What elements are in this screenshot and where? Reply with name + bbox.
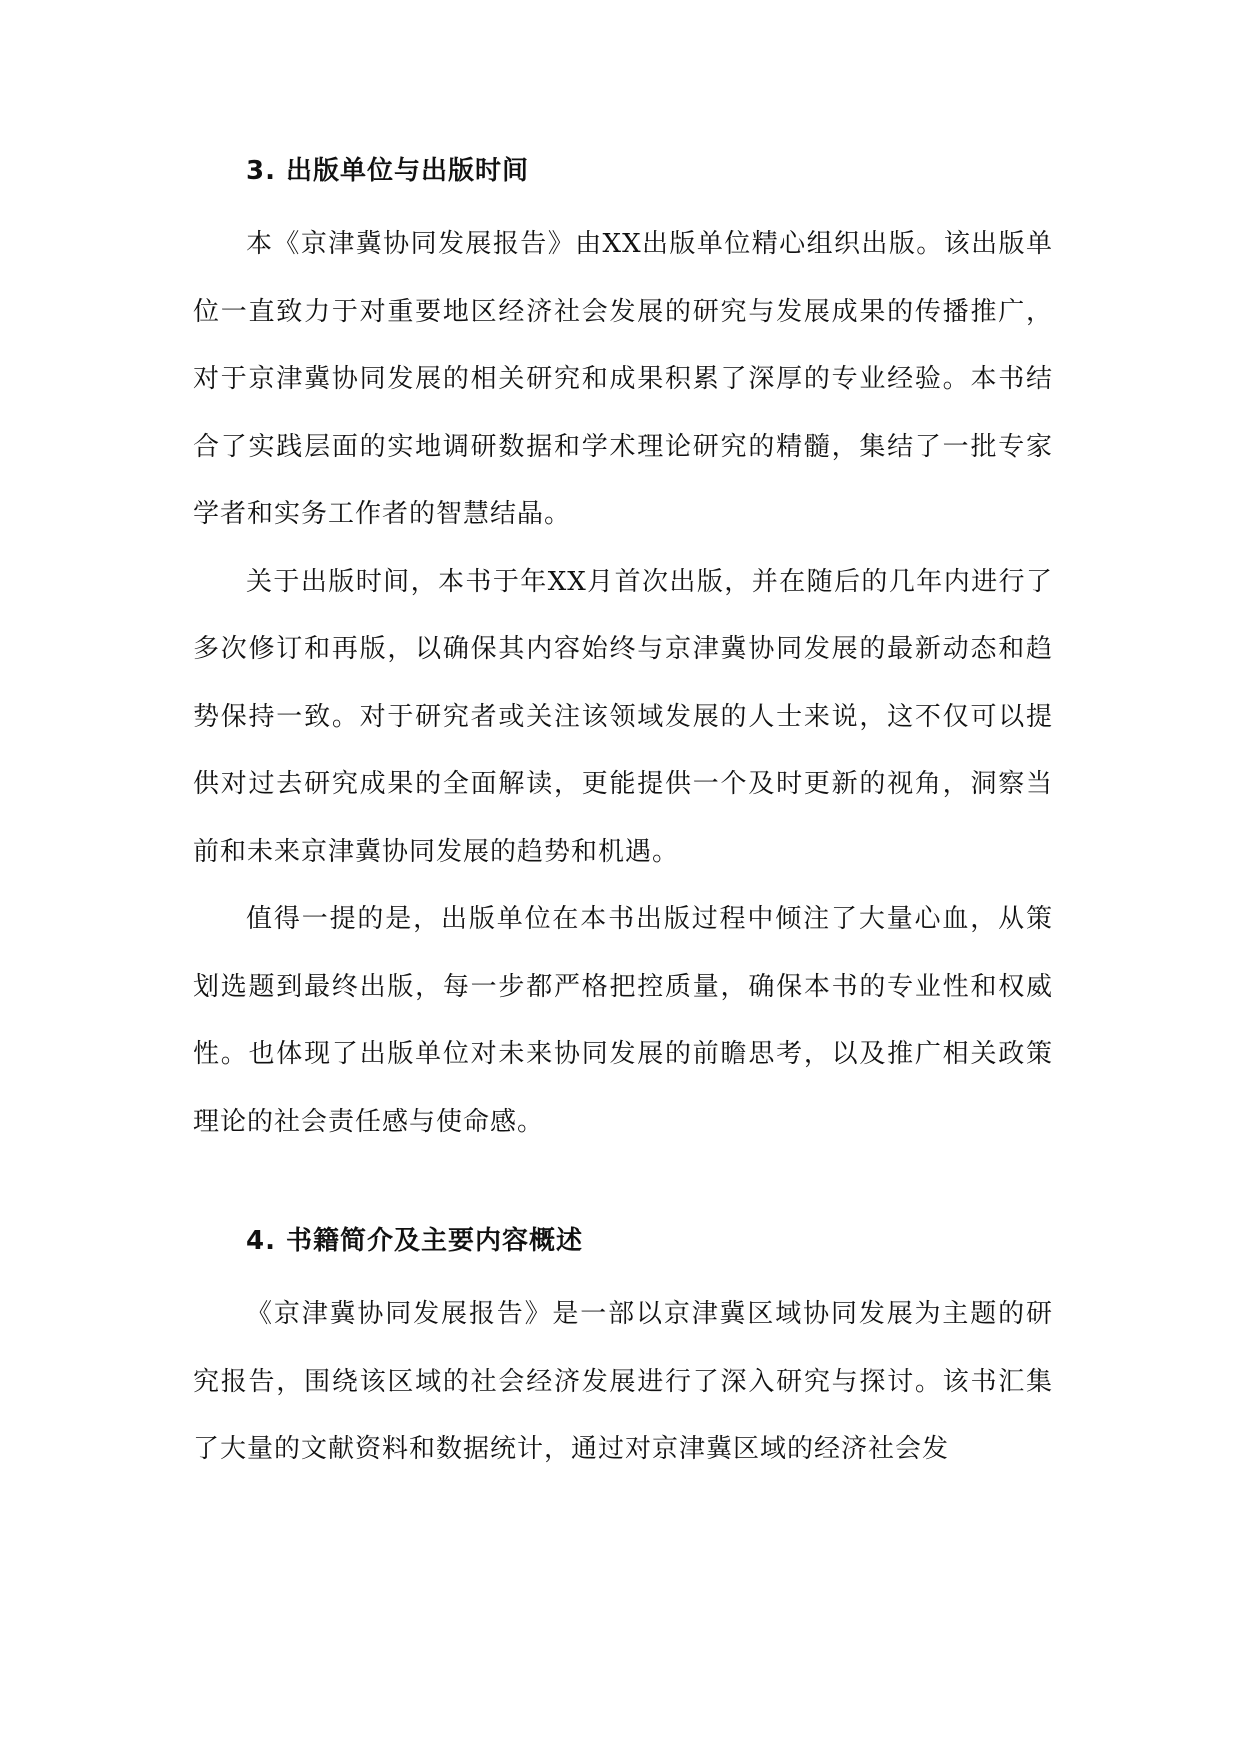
section-heading-book-summary: 4. 书籍简介及主要内容概述	[246, 1226, 584, 1256]
paragraph-book-summary: 《京津冀协同发展报告》是一部以京津冀区域协同发展为主题的研究报告，围绕该区域的社会经济发展进行了深入研究与探讨。该书汇集了大量的文献资料和数据统计，通过对京津冀区域的经济社会发	[193, 1299, 1053, 1464]
document-body	[193, 150, 1053, 1484]
paragraph-publisher-intro: 本《京津冀协同发展报告》由XX出版单位精心组织出版。该出版单位一直致力于对重要地区经济社会发展的研究与发展成果的传播推广，对于京津冀协同发展的相关研究和成果积累了深厚的专业经验。本书结合了实践层面的实地调研数据和学术理论研究的精髓，集结了一批专家学者和实务工作者的智慧结晶。	[193, 229, 1053, 529]
paragraph-publication-time: 关于出版时间，本书于年XX月首次出版，并在随后的几年内进行了多次修订和再版，以确保其内容始终与京津冀协同发展的最新动态和趋势保持一致。对于研究者或关注该领域发展的人士来说，这不仅可以提供对过去研究成果的全面解读，更能提供一个及时更新的视角，洞察当前和未来京津冀协同发展的趋势和机遇。	[193, 566, 1053, 867]
paragraph-publisher-effort: 值得一提的是，出版单位在本书出版过程中倾注了大量心血，从策划选题到最终出版，每一步都严格把控质量，确保本书的专业性和权威性。也体现了出版单位对未来协同发展的前瞻思考，以及推广相关政策理论的社会责任感与使命感。	[193, 904, 1053, 1137]
section-heading-publisher: 3. 出版单位与出版时间	[246, 156, 530, 186]
